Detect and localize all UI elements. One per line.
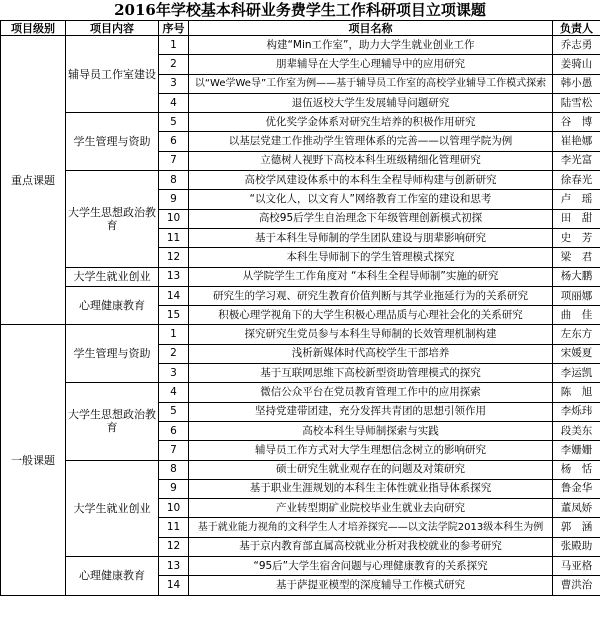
project-name-cell: 退伍返校大学生发展辅导问题研究	[189, 93, 553, 112]
project-name-cell: 朋辈辅导在大学生心理辅导中的应用研究	[189, 55, 553, 74]
table-row	[1, 557, 600, 576]
serial-number-cell: 12	[159, 537, 189, 556]
owner-cell: 李烁玮	[553, 402, 600, 421]
owner-cell: 左东方	[553, 325, 600, 344]
serial-number-cell: 14	[159, 286, 189, 305]
serial-number-cell: 10	[159, 499, 189, 518]
serial-number-cell: 3	[159, 364, 189, 383]
project-name-cell: 产业转型期矿业院校毕业生就业去向研究	[189, 499, 553, 518]
owner-cell: 徐春光	[553, 171, 600, 190]
project-content-cell: 大学生思想政治教育	[66, 383, 159, 460]
serial-number-cell: 9	[159, 190, 189, 209]
table-row	[1, 383, 600, 402]
owner-cell: 鲁金华	[553, 479, 600, 498]
serial-number-cell: 8	[159, 460, 189, 479]
project-name-cell: 高校学风建设体系中的本科生全程导师构建与创新研究	[189, 171, 553, 190]
serial-number-cell: 10	[159, 209, 189, 228]
header-num: 序号	[159, 21, 189, 36]
project-content-cell: 大学生就业创业	[66, 460, 159, 556]
owner-cell: 郭 涵	[553, 518, 600, 537]
project-name-cell: 基于互联网思维下高校新型资助管理模式的探究	[189, 364, 553, 383]
serial-number-cell: 8	[159, 171, 189, 190]
project-name-cell: 本科生导师制下的学生管理模式探究	[189, 248, 553, 267]
project-name-cell: “95后”大学生宿舍问题与心理健康教育的关系探究	[189, 557, 553, 576]
project-name-cell: 从学院学生工作角度对 “本科生全程导师制”实施的研究	[189, 267, 553, 286]
table-row	[1, 36, 600, 55]
serial-number-cell: 3	[159, 74, 189, 93]
serial-number-cell: 6	[159, 421, 189, 440]
project-name-cell: 基于职业生涯规划的本科生主体性就业指导体系探究	[189, 479, 553, 498]
serial-number-cell: 6	[159, 132, 189, 151]
owner-cell: 张殿助	[553, 537, 600, 556]
table-row	[1, 113, 600, 132]
header-level: 项目级别	[1, 21, 66, 36]
project-name-cell: 高校95后学生自治理念下年级管理创新模式初探	[189, 209, 553, 228]
project-name-cell: 优化奖学金体系对研究生培养的积极作用研究	[189, 113, 553, 132]
serial-number-cell: 11	[159, 228, 189, 247]
serial-number-cell: 12	[159, 248, 189, 267]
owner-cell: 李姗姗	[553, 441, 600, 460]
project-name-cell: 以基层党建工作推动学生管理体系的完善——以管理学院为例	[189, 132, 553, 151]
serial-number-cell: 1	[159, 325, 189, 344]
project-name-cell: 辅导员工作方式对大学生理想信念树立的影响研究	[189, 441, 553, 460]
serial-number-cell: 13	[159, 557, 189, 576]
owner-cell: 史 芳	[553, 228, 600, 247]
header-content: 项目内容	[66, 21, 159, 36]
owner-cell: 项丽娜	[553, 286, 600, 305]
serial-number-cell: 7	[159, 441, 189, 460]
owner-cell: 韩小愚	[553, 74, 600, 93]
table-row	[1, 171, 600, 190]
serial-number-cell: 7	[159, 151, 189, 170]
serial-number-cell: 14	[159, 576, 189, 595]
serial-number-cell: 11	[159, 518, 189, 537]
owner-cell: 崔艳娜	[553, 132, 600, 151]
project-level-cell: 重点课题	[1, 36, 66, 325]
owner-cell: 董凤娇	[553, 499, 600, 518]
owner-cell: 曲 佳	[553, 306, 600, 325]
project-name-cell: 微信公众平台在党员教育管理工作中的应用探索	[189, 383, 553, 402]
project-name-cell: 硕士研究生就业观存在的问题及对策研究	[189, 460, 553, 479]
table-row	[1, 267, 600, 286]
owner-cell: 马亚格	[553, 557, 600, 576]
owner-cell: 杨 恬	[553, 460, 600, 479]
serial-number-cell: 1	[159, 36, 189, 55]
owner-cell: 李光富	[553, 151, 600, 170]
owner-cell: 宋媛夏	[553, 344, 600, 363]
owner-cell: 卢 瑶	[553, 190, 600, 209]
owner-cell: 杨大鹏	[553, 267, 600, 286]
project-name-cell: 高校本科生导师制探索与实践	[189, 421, 553, 440]
header-name: 项目名称	[189, 21, 553, 36]
serial-number-cell: 9	[159, 479, 189, 498]
owner-cell: 陆雪松	[553, 93, 600, 112]
serial-number-cell: 4	[159, 93, 189, 112]
serial-number-cell: 4	[159, 383, 189, 402]
table-row	[1, 286, 600, 305]
project-content-cell: 大学生思想政治教育	[66, 171, 159, 267]
serial-number-cell: 5	[159, 113, 189, 132]
project-name-cell: 基于本科生导师制的学生团队建设与朋辈影响研究	[189, 228, 553, 247]
project-content-cell: 大学生就业创业	[66, 267, 159, 286]
table-row	[1, 460, 600, 479]
project-name-cell: 基于就业能力视角的文科学生人才培养探究——以文法学院2013级本科生为例	[189, 518, 553, 537]
owner-cell: 李运凯	[553, 364, 600, 383]
project-name-cell: 积极心理学视角下的大学生积极心理品质与心理社会化的关系研究	[189, 306, 553, 325]
project-name-cell: 研究生的学习观、研究生教育价值判断与其学业拖延行为的关系研究	[189, 286, 553, 305]
table-row	[1, 325, 600, 344]
table-header-row	[1, 21, 600, 36]
header-owner: 负责人	[553, 21, 600, 36]
serial-number-cell: 2	[159, 344, 189, 363]
owner-cell: 姜骑山	[553, 55, 600, 74]
project-content-cell: 心理健康教育	[66, 557, 159, 596]
serial-number-cell: 5	[159, 402, 189, 421]
project-name-cell: 基于京内教育部直属高校就业分析对我校就业的参考研究	[189, 537, 553, 556]
project-table	[0, 20, 600, 596]
project-level-cell: 一般课题	[1, 325, 66, 595]
project-name-cell: 探究研究生党员参与本科生导师制的长效管理机制构建	[189, 325, 553, 344]
project-name-cell: 立德树人视野下高校本科生班级精细化管理研究	[189, 151, 553, 170]
serial-number-cell: 15	[159, 306, 189, 325]
owner-cell: 乔志勇	[553, 36, 600, 55]
document-title: 2016年学校基本科研业务费学生工作科研项目立项课题	[114, 1, 486, 19]
owner-cell: 曹洪治	[553, 576, 600, 595]
owner-cell: 梁 君	[553, 248, 600, 267]
serial-number-cell: 13	[159, 267, 189, 286]
project-name-cell: 构建“Min工作室”，助力大学生就业创业工作	[189, 36, 553, 55]
project-name-cell: 以“We学We导”工作室为例——基于辅导员工作室的高校学业辅导工作模式探索	[189, 74, 553, 93]
serial-number-cell: 2	[159, 55, 189, 74]
owner-cell: 谷 博	[553, 113, 600, 132]
project-content-cell: 心理健康教育	[66, 286, 159, 325]
project-name-cell: 基于萨提亚模型的深度辅导工作模式研究	[189, 576, 553, 595]
project-content-cell: 辅导员工作室建设	[66, 36, 159, 113]
owner-cell: 陈 旭	[553, 383, 600, 402]
project-name-cell: 坚持党建带团建，充分发挥共青团的思想引领作用	[189, 402, 553, 421]
project-content-cell: 学生管理与资助	[66, 325, 159, 383]
owner-cell: 段美东	[553, 421, 600, 440]
project-content-cell: 学生管理与资助	[66, 113, 159, 171]
project-name-cell: 浅析新媒体时代高校学生干部培养	[189, 344, 553, 363]
owner-cell: 田 甜	[553, 209, 600, 228]
project-name-cell: “以文化人，以文育人”网络教育工作室的建设和思考	[189, 190, 553, 209]
